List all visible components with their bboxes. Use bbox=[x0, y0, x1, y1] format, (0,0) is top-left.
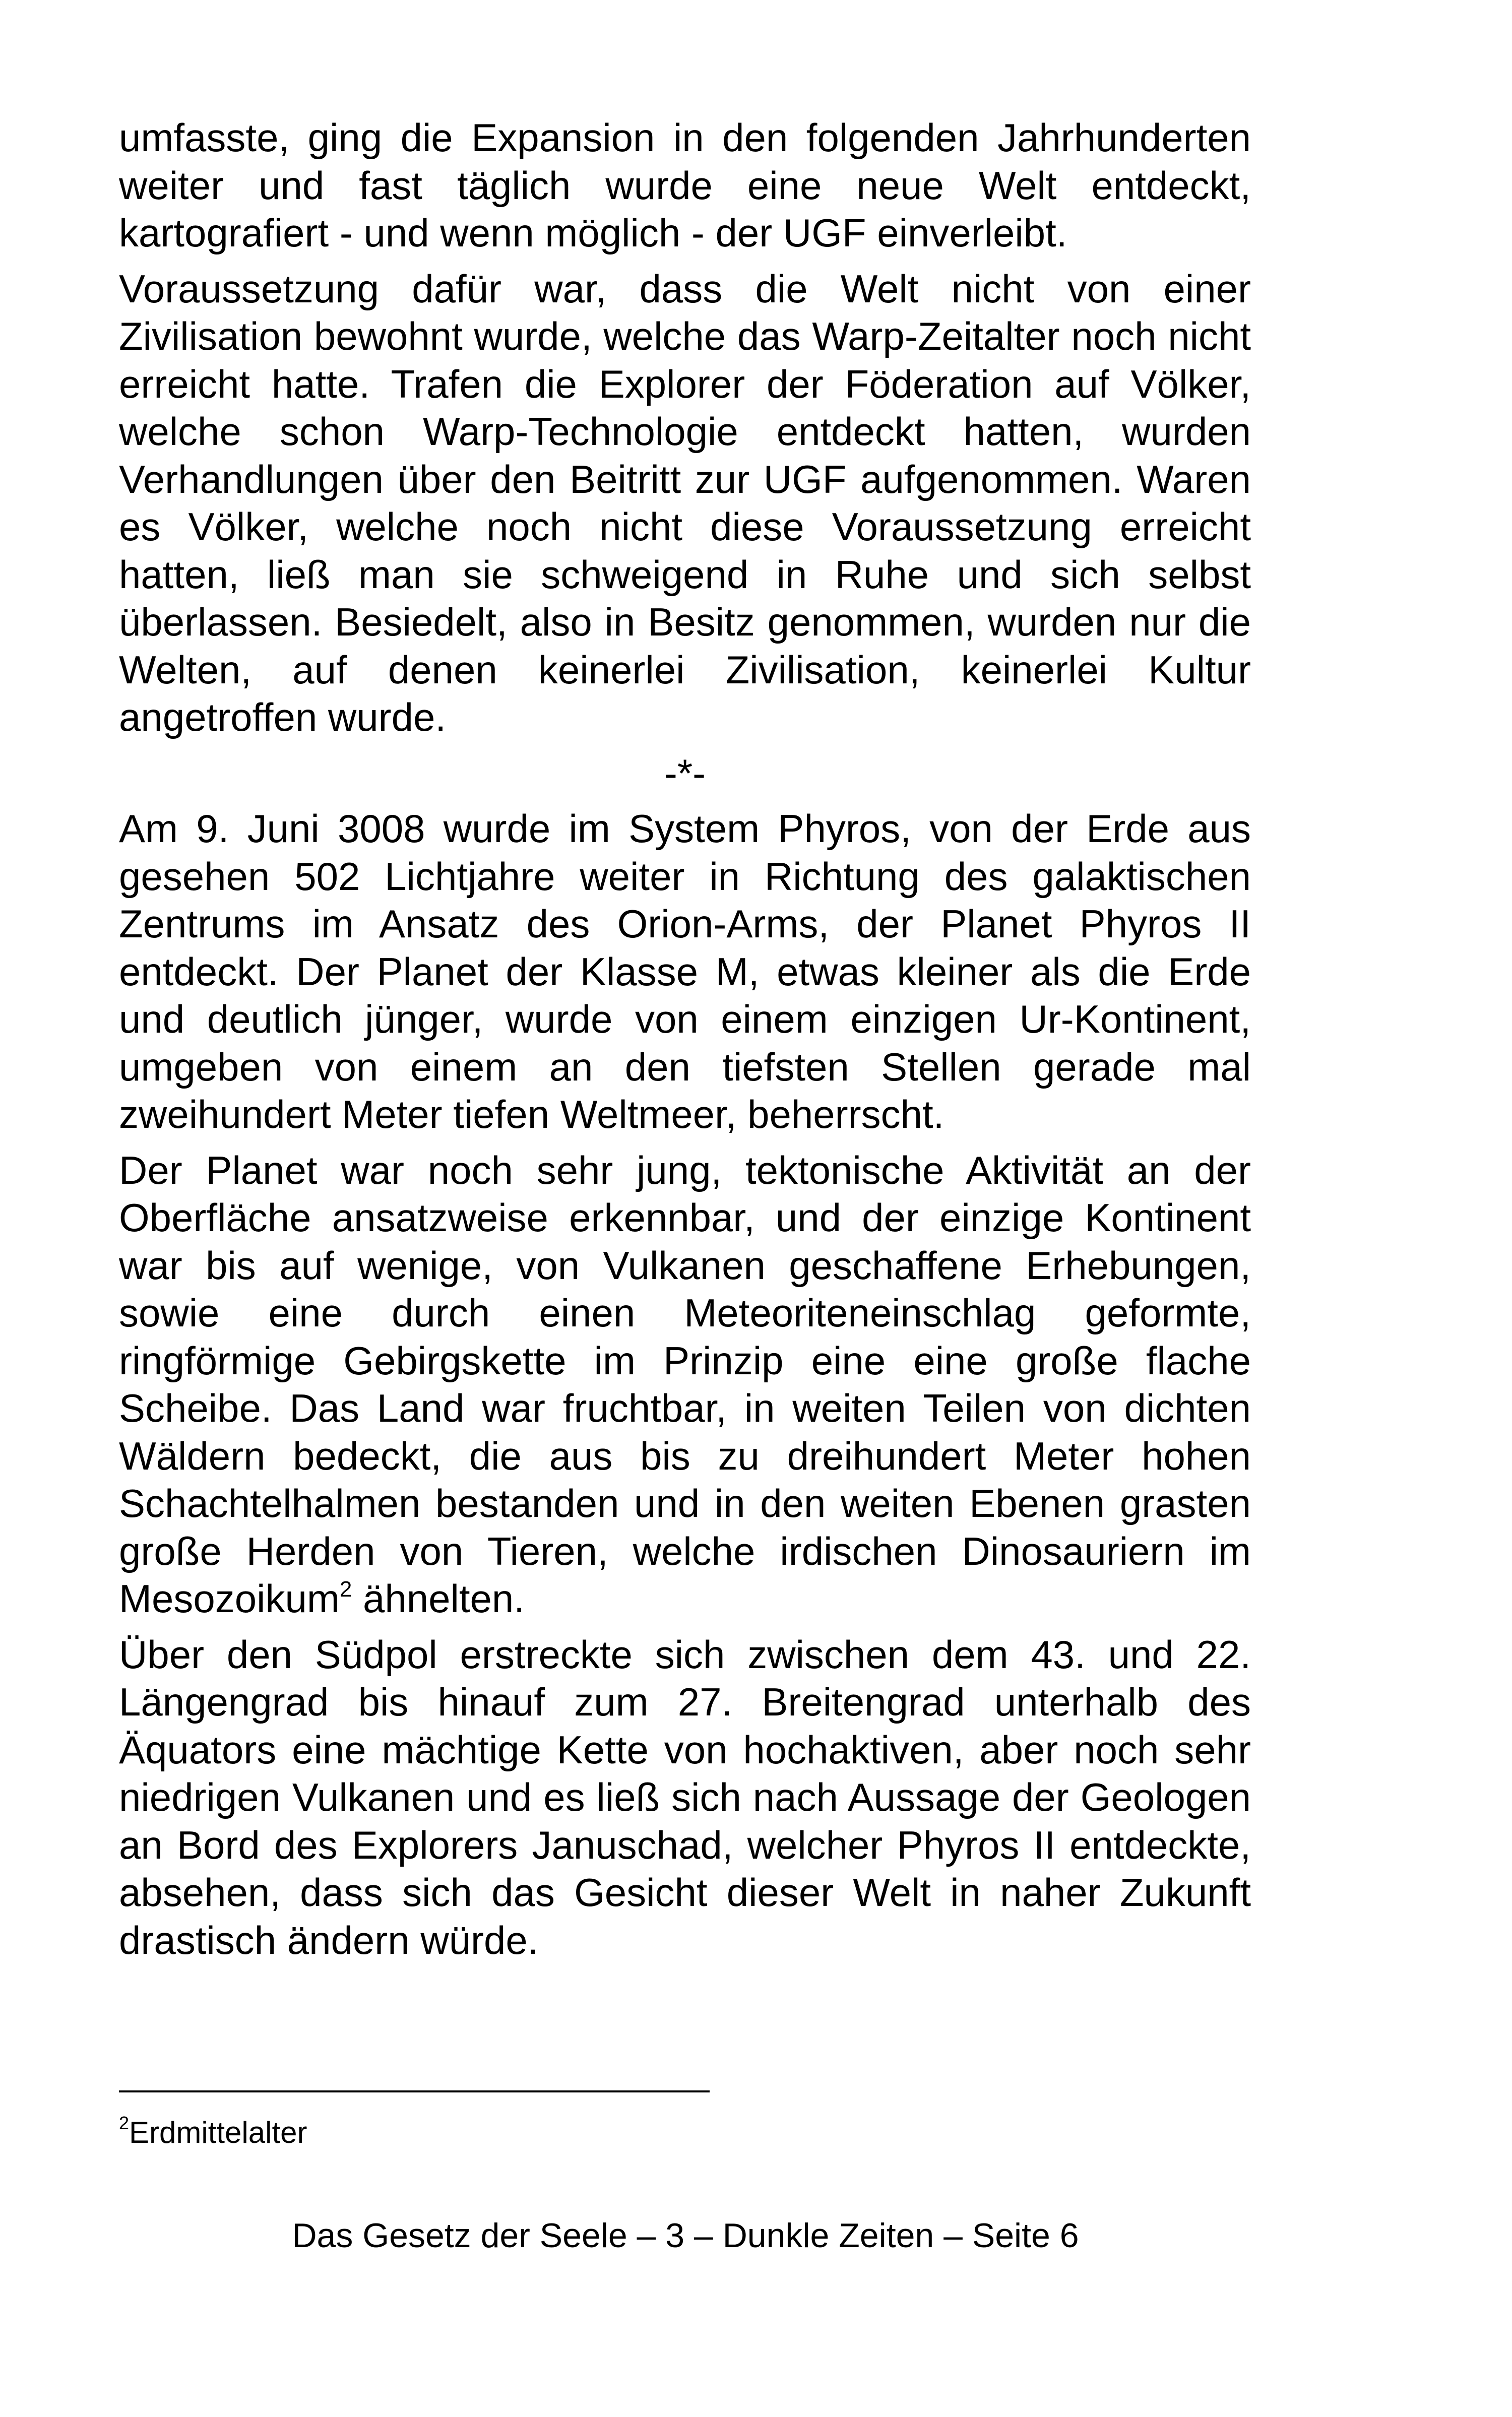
paragraph-1: umfasste, ging die Expansion in den folgenden Jahrhunderten weiter und fast täglich wurde eine neue Welt entdeckt, kartografiert - und wenn möglich - der UGF einverleibt. bbox=[119, 115, 1251, 255]
footnote bbox=[119, 2115, 307, 2151]
page-footer: Das Gesetz der Seele – 3 – Dunkle Zeiten – Seite 6 bbox=[292, 2216, 1079, 2255]
paragraph-4-text-end: ähnelten. bbox=[352, 1576, 525, 1621]
paragraph-4 bbox=[119, 1147, 1251, 1623]
paragraph-4-text: Der Planet war noch sehr jung, tektonische Aktivität an der Oberfläche ansatzweise erkennbar, und der einzige Kontinent war bis auf wenige, von Vulkanen geschaffene Erhebungen, sowie eine durch einen Meteoriteneinschlag geformte, ringförmige Gebirgskette im Prinzip eine eine große flache Scheibe. Das Land war fruchtbar, in weiten Teilen von dichten Wäldern bedeckt, die aus bis zu dreihundert Meter hohen Schachtelhalmen bestanden und in den weiten Ebenen grasten große Herden von Tieren, welche irdischen Dinosauriern im Mesozoikum bbox=[119, 1148, 1251, 1621]
body-text bbox=[119, 114, 1251, 1972]
footnote-reference[interactable]: 2 bbox=[339, 1577, 352, 1602]
paragraph-3: Am 9. Juni 3008 wurde im System Phyros, von der Erde aus gesehen 502 Lichtjahre weiter in Richtung des galaktischen Zentrums im Ansatz des Orion-Arms, der Planet Phyros II entdeckt. Der Planet der Klasse M, etwas kleiner als die Erde und deutlich jünger, wurde von einem einzigen Ur-Kontinent, umgeben von einem an den tiefsten Stellen gerade mal zweihundert Meter tiefen Weltmeer, beherrscht. bbox=[119, 806, 1251, 1136]
footnote-separator bbox=[119, 2090, 710, 2092]
footnote-number: 2 bbox=[119, 2113, 130, 2133]
footnote-text: Erdmittelalter bbox=[129, 2116, 307, 2149]
paragraph-5: Über den Südpol erstreckte sich zwischen dem 43. und 22. Längengrad bis hinauf zum 27. Breitengrad unterhalb des Äquators eine mächtige Kette von hochaktiven, aber noch sehr niedrigen Vulkanen und es ließ sich nach Aussage der Geologen an Bord des Explorers Januschad, welcher Phyros II entdeckte, absehen, dass sich das Gesicht dieser Welt in naher Zukunft drastisch ändern würde. bbox=[119, 1632, 1251, 1962]
section-divider: -*- bbox=[664, 750, 706, 795]
paragraph-2: Voraussetzung dafür war, dass die Welt nicht von einer Zivilisation bewohnt wurde, welche das Warp-Zeitalter noch nicht erreicht hatte. Trafen die Explorer der Föderation auf Völker, welche schon Warp-Technologie entdeckt hatten, wurden Verhandlungen über den Beitritt zur UGF aufgenommen. Waren es Völker, welche noch nicht diese Voraussetzung erreicht hatten, ließ man sie schweigend in Ruhe und sich selbst überlassen. Besiedelt, also in Besitz genommen, wurden nur die Welten, auf denen keinerlei Zivilisation, keinerlei Kultur angetroffen wurde. bbox=[119, 266, 1251, 739]
